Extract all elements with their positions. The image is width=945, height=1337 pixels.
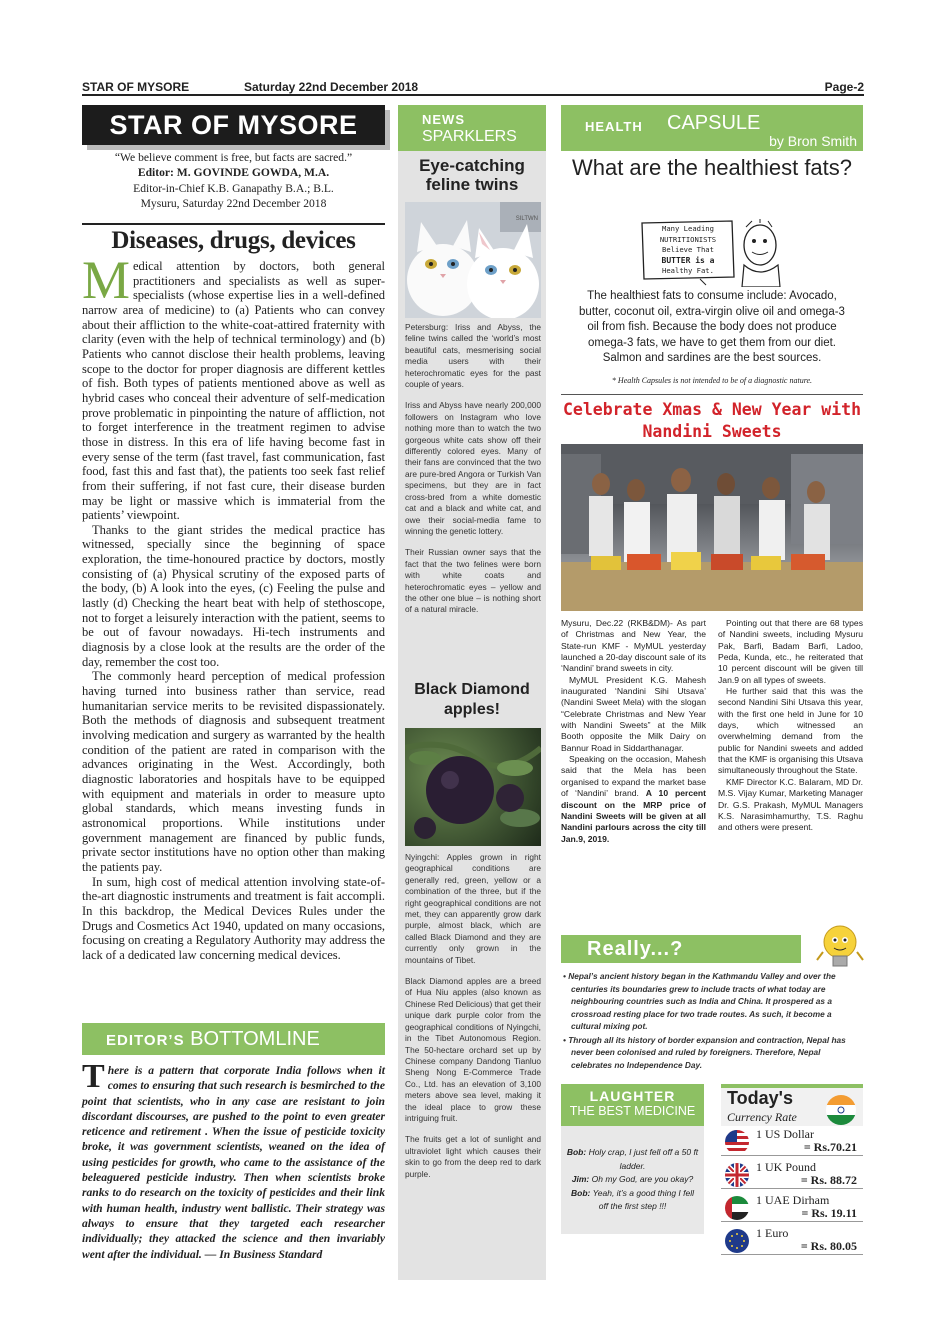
cats-paragraph: Iriss and Abyss have nearly 200,000 followers on Instagram who love nothing more than to watch the two gorgeous white cats show off their differently colored eyes. Many of their fans are convinced that the two are pure-bred Angora or Turkish Van specimens, but they are in fact cross-bred from a white domestic cat and a black and white cat, and owe their social-media fame to winning the genetic lottery. xyxy=(405,400,541,536)
laughter-banner xyxy=(561,1084,704,1126)
really-item: • Through all its history of border expansion and contraction, Nepal has never been colonised and ruled by foreigners. Therefore, Nepal celebrates no Independence Day. xyxy=(563,1034,846,1070)
india-flag-icon xyxy=(825,1094,857,1126)
joke-text: Holy crap, I just fell off a 50 ft ladder. xyxy=(588,1147,699,1171)
really-item-text: Through all its history of border expansion and contraction, Nepal has never been colonised and ruled by foreigners. Therefore, Nepal celebrates no Independence Day. xyxy=(568,1034,846,1070)
joke-speaker: Bob: xyxy=(570,1187,591,1198)
bottomline-dropcap: T xyxy=(82,1058,105,1095)
laughter-label-bold: LAUGHTER xyxy=(589,1088,676,1104)
news-label-light: SPARKLERS xyxy=(422,128,517,145)
apples-headline: Black Diamond apples! xyxy=(414,681,530,718)
us-flag-icon xyxy=(725,1130,749,1154)
currency-value: = Rs. 88.72 xyxy=(800,1173,857,1187)
uk-flag-icon xyxy=(725,1163,749,1187)
joke-line xyxy=(566,1187,699,1214)
nandini-paragraph: He further said that this was the second Nandini Sihi Utsava this year, with the first one held in June for 10 days, which witnessed an overwhelming demand from the public for Nandini sweets and added that the KMF is organising this Utsava simultaneously throughout the State. xyxy=(718,686,863,776)
health-byline: by Bron Smith xyxy=(769,133,857,149)
editorial-paragraph: The commonly heard perception of medical profession having turned into business rather than service, read humanitarian service merits to be revisited dispassionately. Both the methods of diagnosis and subsequent treatment involving medication and surgery as warranted by the health condition of the patient are rated in comparison with the advances originating in the West. Accordingly, both diagnostic laboratories and hospitals have to be equipped with equipment and materials in order to measure upto global standards, which means investing funds in astronomical proportions. While institutions under government management are financed by public funds, private sector institutions have no option other than making the patients pay. xyxy=(82,669,385,874)
currency-row-usd xyxy=(721,1126,863,1156)
cats-paragraph: Their Russian owner says that the fact that the two felines were born with white coats and heterochromatic eyes – yellow and the other one blue – is nothing short of a natural miracle. xyxy=(405,547,541,615)
nandini-paragraph: KMF Director K.C. Balaram, MD Dr. M.S. Vijay Kumar, Marketing Manager Dr. G.S. Prakash, MyMUL Managers K.S. Narasimhamurthy, T.S. Raghu and others were present. xyxy=(718,776,863,833)
butter-cartoon xyxy=(640,219,784,287)
uae-flag-icon xyxy=(725,1196,749,1220)
health-label-light: CAPSULE xyxy=(667,112,761,134)
nandini-paragraph: Pointing out that there are 68 types of Nandini sweets, including Mysuru Pak, Barfi, Badam Barfi, Ladoo, Peda, Kunda, etc., he reiterated that 10 percent discount will be given till Jan.9 on all types of sweets. xyxy=(718,618,863,685)
apples-story xyxy=(405,852,541,1180)
currency-rate-box xyxy=(721,1084,863,1260)
currency-row-gbp xyxy=(721,1159,863,1189)
masthead-chief-editor: Editor-in-Chief K.B. Ganapathy B.A.; B.L. xyxy=(133,181,334,195)
joke-line xyxy=(566,1146,699,1173)
masthead-logo: STAR OF MYSORE xyxy=(82,105,385,145)
apples-paragraph: Nyingchi: Apples grown in right geographical conditions are generally red, green, yellow or a combination of the three, but if the right geographical conditions are not met, they can apparently grow dark purple, almost black, which are called Black Diamond and they are currently only grown in the mountains of Tibet. xyxy=(405,852,541,965)
editorial-paragraph: Thanks to the giant strides the medical practice has witnessed, specially since the beginning of space exploration, the time-honoured practice by doctors, mostly consisting of (a) Physical scrutiny of the exposed parts of the body, (b) A look into the eyes, (c) Feeling the pulse and lastly (d) Checking the heart beat with help of stethoscope, not to forget a leisurely interaction with the patient, seems to be out of favour nowadays. Hi-tech instruments and diagnosis by a close look at the results are the order of the day, remember the cost too. xyxy=(82,522,385,669)
eu-flag-icon xyxy=(725,1229,749,1253)
joke-speaker: Bob: xyxy=(566,1147,587,1157)
laughter-joke xyxy=(566,1146,699,1214)
cartoon-line: BUTTER is a xyxy=(661,255,715,265)
cats-photo xyxy=(405,202,541,318)
nandini-paragraph: MyMUL President K.G. Mahesh inaugurated ‘Nandini Sihi Utsava’ (Nandini Sweet Mela) with the slogan “Celebrate Christmas and New Year with Nandini Sweets” at the Milk Booth opposite the Milk Dairy on Bannur Road in Siddarthanagar. xyxy=(561,674,706,753)
currency-name: 1 UK Pound xyxy=(756,1160,817,1174)
editorial-paragraph xyxy=(82,250,385,523)
editorial-dropcap: M xyxy=(82,250,130,310)
cats-headline: Eye-catching feline twins xyxy=(419,156,525,194)
health-title: What are the healthiest fats? xyxy=(571,155,853,180)
editorial-paragraph: In sum, high cost of medical attention involving state-of-the-art diagnostic instruments and treatment is fait accompli. In this backdrop, the Medical Devices Rules under the Drugs and Cosmetics Act 1940, updated on many occasions, focusing on creating a Regulatory Authority may address the lack of a dedicated law concerning medical devices. xyxy=(82,874,385,962)
bottomline-body xyxy=(82,1058,385,1262)
currency-title: Today's xyxy=(727,1088,793,1108)
health-body: The healthiest fats to consume include: Avocado, butter, coconut oil, extra-virgin olive oil and omega-3 oil from fish. Because the body does not produce omega-3 fats, we have to get them from our diet. Salmon and sardines are the best sources. xyxy=(579,290,845,365)
laughter-label-light: THE BEST MEDICINE xyxy=(569,1104,696,1118)
lightbulb-icon xyxy=(815,922,865,974)
masthead-rule xyxy=(82,223,385,225)
cartoon-line: Many Leading xyxy=(662,224,714,233)
nandini-photo xyxy=(561,444,863,611)
cats-paragraph: Petersburg: Iriss and Abyss, the feline twins called the ‘world’s most beautiful cats, mesmerising social media users with their heterochromatic eyes for the past couple of years. xyxy=(405,322,541,390)
joke-line xyxy=(566,1173,699,1187)
editorial-headline: Diseases, drugs, devices xyxy=(111,227,356,254)
nandini-scene xyxy=(561,444,863,611)
cartoon-line: Believe That xyxy=(662,245,714,254)
editorial-paragraph-text: edical attention by doctors, both general practitioners and specialists as well as super-specialists (whose expertise lies in a well-defined narrow area of medicine) to (a) Patients who can convey about their affliction to the white-coat-attired fraternity with clarity (even with the help of technical terminology) and (b) Patients who cannot disclose their health problems, leaving scope to the doctor for proper diagnosis are different kettles of fish. Both types of patients mentioned above as well as hybrid cases who conceal their adventure of self-medication prove problematic in pinpointing the nature of affliction, not to forget interference in the treatment regimen to advise those in distress. In this era of life having become fast in every sense of the term (fast travel, fast communication, fast food, fast this and fast that), the patients too seek fast relief from their suffering, if not fast cure, their disease burden may be light or massive which is immaterial from the patients’ viewpoint. xyxy=(82,259,385,523)
cartoon-line: NUTRITIONISTS xyxy=(659,234,717,244)
currency-name: 1 US Dollar xyxy=(756,1127,814,1141)
bottomline-banner xyxy=(82,1023,385,1055)
bottomline-label-bold: EDITOR’S xyxy=(106,1032,185,1049)
cartoon-caption xyxy=(646,224,730,277)
apples-photo xyxy=(405,728,541,846)
really-item-text: Nepal’s ancient history began in the Kathmandu Valley and over the centuries its boundaries grew to include tracts of what today are neighbouring countries such as India and China. It prospered as a crossroad resting place for two trade routes. As such, it become a cultural mixing pot. xyxy=(568,971,836,1031)
joke-text: Yeah, it’s a good thing I fell off the first step !!! xyxy=(592,1187,695,1211)
page-header xyxy=(82,78,864,96)
nandini-discount-note: A 10 percent discount on the MRP price of Nandini Sweets will be given at all Nandini parlours across the city till Jan.9, 2019. xyxy=(561,788,707,844)
bottomline-text: here is a pattern that corporate India follows when it comes to ensuring that such research is besmirched to the point that scientists, who in any case are resistant to join discordant discourses, are pushed to the point to even greater reticence and retirement . When the issue of pesticide toxicity broke, it was government scientists, weaned on the idea of using pesticides for growth, who came to the assistance of the beleaguered pesticide industry. Then when scientists broke ranks to do research on the toxicity of pesticides and their link with human health, industry went ballistic. Their strategy was always to ensure that they targeted each researcher individually; they attacked the science and then invariably went after the individual. — In Business Standard xyxy=(82,1064,385,1261)
really-list xyxy=(561,970,863,1071)
nandini-headline: Celebrate Xmas & New Year with Nandini Sweets xyxy=(561,394,863,443)
apples-illustration xyxy=(405,728,541,846)
currency-row-aed xyxy=(721,1192,863,1222)
currency-value: = Rs. 19.11 xyxy=(801,1206,857,1220)
currency-name: 1 Euro xyxy=(756,1226,789,1240)
nandini-paragraph xyxy=(561,754,706,845)
health-disclaimer: * Health Capsules is not intended to be of a diagnostic nature. xyxy=(611,376,813,385)
masthead-editor: Editor: M. GOVINDE GOWDA, M.A. xyxy=(137,166,330,180)
currency-name: 1 UAE Dirham xyxy=(756,1193,830,1207)
health-label-bold: HEALTH xyxy=(585,119,643,134)
header-date: Saturday 22nd December 2018 xyxy=(244,80,419,94)
currency-value: = Rs.70.21 xyxy=(803,1140,857,1154)
really-banner: Really...? xyxy=(561,935,801,963)
nandini-column-2 xyxy=(718,618,863,834)
news-label-bold: NEWS xyxy=(422,112,465,127)
masthead-dateline: Mysuru, Saturday 22nd December 2018 xyxy=(140,197,327,211)
masthead-quote: “We believe comment is free, but facts are sacred.” xyxy=(114,151,353,164)
cartoon-line: Healthy Fat. xyxy=(662,266,714,275)
apples-paragraph: The fruits get a lot of sunlight and ultraviolet light which causes their skin to go from the deep red to dark purple. xyxy=(405,1134,541,1179)
cats-photo-credit: SILTWN xyxy=(515,216,538,222)
header-page-number: Page-2 xyxy=(824,80,864,94)
bottomline-label-light: BOTTOMLINE xyxy=(190,1028,320,1050)
apples-paragraph: Black Diamond apples are a breed of Hua Niu apples (also known as Chinese Red Delicious) that get their unique dark purple color from the geographical conditions of Nyingchi, in the Tibet Autonomous Region. The 50-hectare orchard set up by Chinese company Dandong Tianluo Sheng Nong E-Commerce Trade Co., Ltd. has an elevation of 3,100 meters above sea level, making it the ideal place to grow these intriguing fruit. xyxy=(405,976,541,1123)
cats-story xyxy=(405,322,541,616)
nandini-paragraph-text: Speaking on the occasion, Mahesh said that the Mela has been organised to expand the market base of ‘Nandini’ brand. xyxy=(561,754,706,799)
currency-header xyxy=(721,1084,863,1126)
currency-subtitle: Currency Rate xyxy=(727,1110,797,1124)
joke-text: Oh my God, are you okay? xyxy=(591,1174,694,1184)
editorial-credits xyxy=(82,150,385,212)
editorial-body xyxy=(82,250,385,963)
currency-value: = Rs. 80.05 xyxy=(800,1239,857,1253)
really-item: • Nepal’s ancient history began in the Kathmandu Valley and over the centuries its boundaries grew to include tracts of what today are neighbouring countries such as India and China. It prospered as a crossroad resting place for two trade routes. As such, it become a cultural mixing pot. xyxy=(563,971,836,1031)
health-capsule-banner xyxy=(561,105,863,151)
joke-speaker: Jim: xyxy=(571,1174,590,1184)
nandini-column-1 xyxy=(561,618,706,845)
currency-row-eur xyxy=(721,1225,863,1255)
news-sparklers-banner xyxy=(398,105,546,151)
nandini-paragraph: Mysuru, Dec.22 (RKB&DM)- As part of Christmas and New Year, the State-run KMF - MyMUL yesterday launched a 20-day discount sale of its ‘Nandini’ brand sweets in city. xyxy=(561,618,706,674)
header-paper-name: STAR OF MYSORE xyxy=(82,80,190,94)
